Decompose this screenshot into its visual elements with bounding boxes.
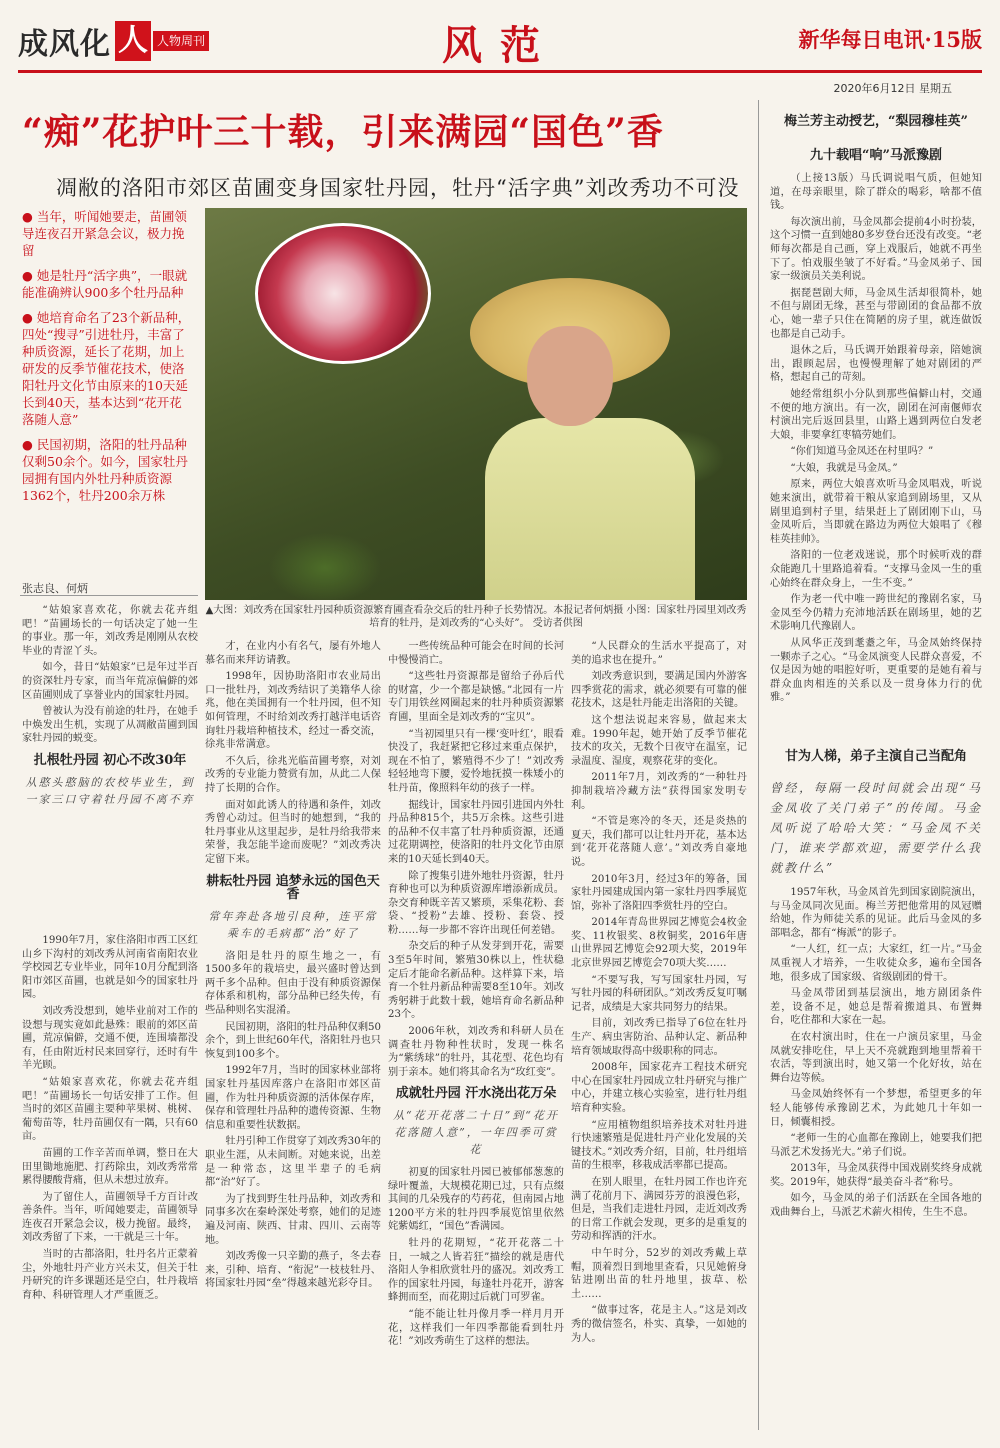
paragraph: 马金凤始终怀有一个梦想，希望更多的年轻人能够传承豫剧艺术，为此她几十年如一日，倾囊相授。 — [770, 1089, 982, 1128]
paragraph: 2014年青岛世界园艺博览会4枚金奖、11枚银奖、8枚铜奖，2016年唐山世界园艺博览会92项大奖，2019年北京世界园艺博览会70项大奖…… — [571, 917, 747, 970]
paragraph: 面对如此诱人的待遇和条件，刘改秀曾心动过。但当时的她想到，“我的牡丹事业从这里起步，是牡丹给我带来荣誉，我怎能半途而废呢？”刘改秀决定留下来。 — [205, 799, 381, 865]
paragraph: “做事过客，花是主人。”这是刘改秀的微信签名，朴实、真挚，一如她的为人。 — [571, 1305, 747, 1344]
paragraph: “不要写我，写写国家牡丹园，写写牡丹园的科研团队。”刘改秀反复叮嘱记者，成绩是大家共同努力的结果。 — [571, 974, 747, 1013]
section-title: 风范 — [442, 22, 558, 69]
paragraph: 她经常组织小分队到那些偏僻山村，交通不便的地方演出。有一次，剧团在河南偃师农村演出完后返回县里，山路上遇到两位白发老大娘，非要拿红枣犒劳她们。 — [770, 388, 982, 441]
paragraph: 在别人眼里，在牡丹园工作也许充满了花前月下、满园芬芳的浪漫色彩，但是，当我们走进牡丹园，走近刘改秀的日常工作就会发现，更多的是重复的劳动和挥洒的汗水。 — [571, 1176, 747, 1243]
paragraph: 在农村演出时，住在一户演员家里，马金凤就安排吃住，早上天不亮就跑到地里帮着干农活，等到演出时，她又第一个化好妆，站在舞台边等候。 — [770, 1031, 982, 1084]
photo-person-face — [527, 326, 613, 426]
paragraph: 2011年7月，刘改秀的“一种牡丹抑制栽培冷藏方法”获得国家发明专利。 — [571, 772, 747, 811]
paragraph: 曾被认为没有前途的牡丹，在她手中焕发出生机，实现了从凋敝苗圃到国家牡丹园的蜕变。 — [22, 706, 198, 745]
paragraph: “应用植物组织培养技术对牡丹进行快速繁殖是促进牡丹产业化发展的关键技术。”刘改秀介绍，目前，牡丹组培苗的生根率，移栽成活率都已提高。 — [571, 1119, 747, 1172]
column-subtitle: 人物周刊 — [153, 31, 209, 51]
paragraph: 1957年秋，马金凤首先到国家剧院演出，与马金凤同次见面。梅兰芳把他常用的凤冠赠给她，作为师徒关系的见证。此后马金凤的多部唱念，都有“梅派”的影子。 — [770, 887, 982, 939]
key-point: ● 她培育命名了23个新品种，四处“搜寻”引进牡丹，丰富了种质资源，延长了花期，加上研发的反季节催花技术，使洛阳牡丹文化节由原来的10天延长到40天，基本达到“花开花落随人意” — [22, 309, 192, 428]
paragraph: “姑娘家喜欢花，你就去花卉组吧！”苗圃场长的一句话决定了她一生的事业。那一年，刘改秀是刚刚从农校毕业的青涩丫头。 — [22, 605, 198, 657]
section-heading: 成就牡丹园 汗水浇出花万朵 — [395, 1086, 557, 1102]
paragraph: “姑娘家喜欢花，你就去花卉组吧！”苗圃场长一句话安排了工作。但当时的郊区苗圃主要种苹果树、桃树、葡萄苗等，牡丹苗圃仅有一隅，只有60亩。 — [22, 1076, 198, 1143]
paragraph: 为了找到野生牡丹品种，刘改秀和同事多次在秦岭深处考察，她们的足迹遍及河南、陕西、甘肃、四川、云南等地。 — [205, 1193, 381, 1246]
paragraph: 这个想法说起来容易，做起来太难。1990年起，她开始了反季节催花技术的攻关，无数个日夜守在温室，记录温度、湿度，观察花芽的变化。 — [571, 714, 747, 767]
section-deck: 曾经，每隔一段时间就会出现“马金凤收了关门弟子”的传闻。马金凤听说了哈哈大笑：“马金凤不关门，谁来学都欢迎，需要学什么我就教什么” — [770, 781, 982, 875]
right-article-subtitle: 九十载唱“响”马派豫剧 — [810, 148, 942, 163]
paragraph: 2006年秋，刘改秀和科研人员在调查牡丹物种性状时，发现一株名为“紫绣球”的牡丹，其花型、花色均有别于亲本。她们将其命名为“玫红变”。 — [388, 1026, 564, 1078]
paragraph: 2013年，马金凤获得中国戏剧奖终身成就奖。2019年，她获得“最美奋斗者”称号。 — [770, 1163, 982, 1188]
paragraph: 据琵琶剧大师，马金凤生活却很简朴，她不但与剧团无缘，甚至与带剧团的食品都不放心，她一辈子只住在简陋的房子里，就连做饭也都是自己动手。 — [770, 287, 982, 340]
byline: 张志良、何炳 — [22, 582, 88, 595]
paragraph: 刘改秀像一只辛勤的燕子，冬去春来，引种、培育、“衔泥”一枝枝牡丹、将国家牡丹园“垒”得越来越光彩夺目。 — [205, 1251, 381, 1290]
paragraph: 如今，马金凤的弟子们活跃在全国各地的戏曲舞台上，马派艺术薪火相传，生生不息。 — [770, 1193, 982, 1219]
column-name: 成风化 — [18, 27, 111, 62]
article-column-2 — [205, 640, 381, 1430]
section-heading: 扎根牡丹园 初心不改30年 — [33, 752, 187, 768]
paragraph: 退休之后，马氏调开始跟着母亲，陪她演出，跟顾起居，也慢慢理解了她对剧团的严格，想起自己的苛刻。 — [770, 345, 982, 384]
paragraph: 如今，昔日“姑娘家”已是年过半百的资深牡丹专家，而当年荒凉偏僻的郊区苗圃则成了享誉业内的国家牡丹园。 — [22, 662, 198, 701]
right-article-top — [770, 172, 982, 742]
column-masthead — [18, 18, 209, 64]
article-column-3 — [388, 640, 564, 1430]
photo-caption: ▲大图：刘改秀在国家牡丹园种质资源繁育圃查看杂交后的牡丹种子长势情况。本报记者何炳摄 小图：国家牡丹园里刘改秀培育的牡丹，是刘改秀的“心头好”。 受访者供图 — [205, 605, 747, 629]
paragraph: 洛阳的一位老戏迷说，那个时候听戏的群众能跑几十里路追着看。“支撑马金凤一生的重心始终在群众身上，一生不变。” — [770, 550, 982, 589]
article-column-1a — [22, 604, 198, 934]
dateline: 2020年6月12日 星期五 — [833, 82, 952, 95]
paragraph: “人民群众的生活水平提高了，对美的追求也在提升。” — [571, 641, 747, 666]
paragraph: 当时的古都洛阳，牡丹名片正蒙着尘，外地牡丹产业方兴未艾，但关于牡丹研究的许多课题还是空白，牡丹栽培育种、科研管理人才严重匮乏。 — [22, 1249, 198, 1301]
paragraph: 1990年7月，家住洛阳市西工区红山乡下沟村的刘改秀从河南省南阳农业学校园艺专业毕业，同年10月分配到洛阳市郊区苗圃，也就是如今的国家牡丹园。 — [22, 935, 198, 1001]
paragraph: 刘改秀没想到，她毕业前对工作的设想与现实竟如此悬殊：眼前的郊区苗圃，荒凉偏僻，交通不便，连围墙都没有，任由附近村民来回穿行，还时有牛羊光顾。 — [22, 1005, 198, 1072]
paragraph: 作为老一代中唯一跨世纪的豫剧名家，马金凤至今仍精力充沛地活跃在剧场里，她的艺术影响几代豫剧人。 — [770, 594, 982, 633]
inset-peony-photo — [255, 223, 431, 364]
paragraph: 1998年，因协助洛阳市农业局出口一批牡丹，刘改秀结识了美籍华人徐兆，他在美国拥有一个牡丹园，但不知如何管理，不时给刘改秀打越洋电话咨询牡丹栽培种植技术，经过一番交流，徐兆非常满意。 — [205, 671, 381, 751]
right-article-bottom — [770, 772, 982, 1430]
paragraph: “能不能让牡丹像月季一样月月开花，这样我们一年四季都能看到牡丹花！”刘改秀萌生了这样的想法。 — [388, 1308, 564, 1348]
paragraph: “老师一生的心血都在豫剧上，她要我们把马派艺术发扬光大。”弟子们说。 — [770, 1133, 982, 1158]
article-column-1b — [22, 934, 198, 1430]
paragraph: 民国初期，洛阳的牡丹品种仅剩50余个，到上世纪60年代，洛阳牡丹也只恢复到100多个。 — [205, 1021, 381, 1060]
paragraph: 为了留住人，苗圃领导千方百计改善条件。当年，听闻她要走，苗圃领导连夜召开紧急会议，极力挽留。最终，刘改秀留了下来，一干就是三十年。 — [22, 1191, 198, 1244]
column-divider — [758, 100, 759, 1430]
header-divider — [18, 70, 982, 73]
headline: “痴”花护叶三十载，引来满园“国色”香 — [22, 111, 664, 153]
paragraph: 苗圃的工作辛苦而单调，整日在大田里锄地施肥、打药除虫，刘改秀常常累得腰酸背痛，但从未想过放弃。 — [22, 1147, 198, 1187]
paragraph: 原来，两位大娘喜欢听马金凤唱戏，听说她来演出，就带着干粮从家追到剧场里，又从剧里追到村子里，结果赶上了剧团刚下山，马金凤听后，当即就在路边为两位大娘唱了《穆桂英挂帅》。 — [770, 479, 982, 545]
paragraph: 刘改秀意识到，要满足国内外游客四季赏花的需求，就必须要有可靠的催花技术，这是牡丹能走出洛阳的关键。 — [571, 671, 747, 710]
paragraph: 马金凤带团到基层演出，地方剧团条件差，设备不足，她总是帮着搬道具、布置舞台，吃住都和大家在一起。 — [770, 988, 982, 1027]
paper-name: 新华每日电讯·15版 — [798, 27, 982, 52]
paragraph: 从风华正茂到耄耋之年，马金凤始终保持一颗赤子之心。“马金凤演变人民群众喜爱，不仅是因为她的唱腔好听，更重要的是她有着与群众血肉相连的关系以及一贯身体力行的优雅。” — [770, 638, 982, 704]
paragraph: 2010年3月，经过3年的筹备，国家牡丹园建成国内第一家牡丹四季展览馆，弥补了洛阳四季赏牡丹的空白。 — [571, 873, 747, 912]
section-heading: 耕耘牡丹园 追梦永远的国色天香 — [206, 873, 380, 903]
paragraph: 1992年7月，当时的国家林业部将国家牡丹基因库落户在洛阳市郊区苗圃，作为牡丹种质资源的活体保存库，保存和管理牡丹品种的遗传资源、生物信息和重要性状数据。 — [205, 1065, 381, 1131]
paragraph: “当初园里只有一棵‘变叶红’，眼看快没了，我赶紧把它移过来重点保护，现在不怕了，繁殖得不少了！”刘改秀轻轻地弯下腰，爱怜地抚摸一株矮小的牡丹苗，像照料年幼的孩子一样。 — [388, 728, 564, 794]
column-logo-mark: 人 — [115, 21, 151, 61]
section-deck: 常年奔赴各地引良种，连平常乘车的毛病都“治”好了 — [208, 909, 378, 940]
photo-person-shirt — [485, 418, 695, 600]
paragraph: 才，在业内小有名气，屡有外地人慕名而来拜访请教。 — [205, 641, 381, 666]
paragraph: “一人红，红一点；大家红，红一片。”马金凤重视人才培养，一生收徒众多，遍布全国各地，很多成了国家级、省级剧团的骨干。 — [770, 944, 982, 983]
main-photo — [205, 208, 747, 600]
paragraph: 一些传统品种可能会在时间的长河中慢慢消亡。 — [388, 641, 564, 666]
right-section-heading: 甘为人梯，弟子主演自己当配角 — [784, 749, 967, 764]
paragraph: 初夏的国家牡丹园已被郁郁葱葱的绿叶覆盖，大规模花期已过，只有点缀其间的几朵残存的芍药花，但南园占地1200平方米的牡丹四季展览馆里依然姹紫嫣红，“国色”香满园。 — [388, 1167, 564, 1233]
key-points — [22, 208, 192, 512]
paragraph: 洛阳是牡丹的原生地之一，有1500多年的栽培史，最兴盛时曾达到两千多个品种。但由于没有种质资源保存体系和机构，部分品种已经失传，有些品种则名实混淆。 — [205, 950, 381, 1017]
paragraph: 牡丹引种工作贯穿了刘改秀30年的职业生涯，从未间断。对她来说，出差是一种常态，这里半辈子的毛病都“治”好了。 — [205, 1136, 381, 1189]
key-point: ● 民国初期，洛阳的牡丹品种仅剩50余个。如今，国家牡丹园拥有国内外牡丹种质资源1362个，牡丹200余万株 — [22, 436, 192, 504]
paragraph: 杂交后的种子从发芽到开花，需要3至5年时间，繁殖30株以上，性状稳定后才能命名新品种。这样算下来，培育一个牡丹新品种需要8至10年。刘改秀躬耕于此数十载，她培育命名新品种23个。 — [388, 941, 564, 1021]
key-point: ● 当年，听闻她要走，苗圃领导连夜召开紧急会议，极力挽留 — [22, 208, 192, 259]
article-column-4 — [571, 640, 747, 1430]
subheadline: 凋敝的洛阳市郊区苗圃变身国家牡丹园，牡丹“活字典”刘改秀功不可没 — [56, 176, 740, 200]
paragraph: “不管是寒冷的冬天，还是炎热的夏天，我们都可以让牡丹开花，基本达到‘花开花落随人意’。”刘改秀自豪地说。 — [571, 816, 747, 868]
key-point: ● 她是牡丹“活字典”，一眼就能准确辨认900多个牡丹品种 — [22, 267, 192, 301]
paragraph: （上接13版）马氏调说唱气质，但她知道，在母亲眼里，除了群众的喝彩，啥都不值钱。 — [770, 173, 982, 212]
section-deck: 从憨头憨脑的农校毕业生，到一家三口守着牡丹园不离不弃 — [25, 775, 195, 806]
paragraph: 不久后，徐兆光临苗圃考察，对刘改秀的专业能力赞赏有加，从此二人保持了长期的合作。 — [205, 755, 381, 794]
paragraph: 牡丹的花期短，“花开花落二十日，一城之人皆若狂”描绘的就是唐代洛阳人争相欣赏牡丹的盛况。刘改秀工作的国家牡丹园，每逢牡丹花开，游客蜂拥而至，而花期过后就门可罗雀。 — [388, 1237, 564, 1304]
paragraph: 掘线计，国家牡丹园引进国内外牡丹品种815个，共5万余株。这些引进的品种不仅丰富了牡丹种质资源，还通过花期调控，使洛阳的牡丹文化节由原来的10天延长到40天。 — [388, 799, 564, 865]
paragraph: 目前，刘改秀已指导了6位在牡丹生产、病虫害防治、品种认定、新品种培育领域取得高中级职称的同志。 — [571, 1018, 747, 1057]
paragraph: “大娘，我就是马金凤。” — [790, 462, 898, 474]
paragraph: 中午时分，52岁的刘改秀戴上草帽，顶着烈日到地里查看，只见她俯身钻进刚出苗的牡丹地里，拔草、松土…… — [571, 1247, 747, 1300]
paragraph: 除了搜集引进外地牡丹资源，牡丹育种也可以为种质资源库增添新成员。杂交育种既辛苦又繁琐，采集花粉、套袋、“授粉”去雄、授粉、套袋、授粉……每一步都不容许出现任何差错。 — [388, 870, 564, 936]
paragraph: “这些牡丹资源都是留给子孙后代的财富，少一个都是缺憾。”北园有一片专门用铁丝网圈起来的牡丹种质资源繁育圃，里面全是刘改秀的“宝贝”。 — [388, 671, 564, 723]
sidebar-divider — [20, 595, 198, 596]
paragraph: 每次演出前，马金凤都会提前4小时扮装，这个习惯一直到她80多岁登台还没有改变。“老师每次都是自己画，穿上戏服后，她就不再坐下了。怕戏服坐皱了不好看。”马金凤弟子、国家一级演员关美利说。 — [770, 216, 982, 283]
section-deck: 从“花开花落二十日”到“花开花落随人意”，一年四季可赏花 — [393, 1109, 559, 1156]
paragraph: “你们知道马金凤还在村里吗？” — [790, 446, 934, 458]
right-article-title: 梅兰芳主动授艺，“梨园穆桂英” — [784, 114, 968, 129]
paragraph: 2008年，国家花卉工程技术研究中心在国家牡丹园成立牡丹研究与推广中心，并建立核心实验室，进行牡丹组培育种实验。 — [571, 1062, 747, 1114]
